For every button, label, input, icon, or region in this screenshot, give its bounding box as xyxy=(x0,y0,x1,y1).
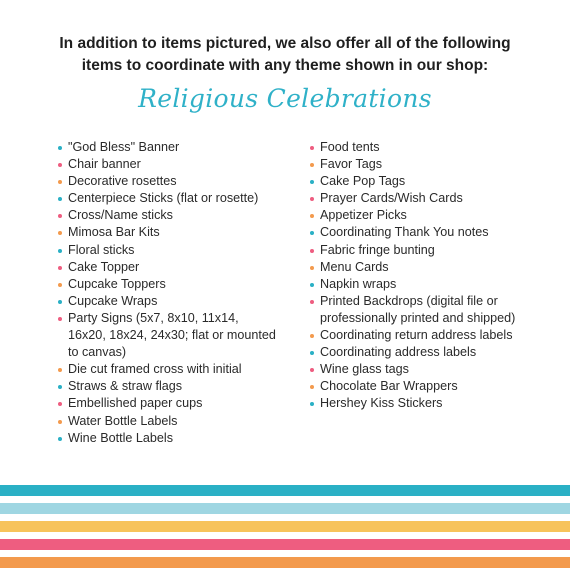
list-item-label: Cake Pop Tags xyxy=(320,174,406,189)
intro-line-2: items to coordinate with any theme shown in our shop: xyxy=(81,57,489,74)
stripe-band xyxy=(0,485,570,496)
list-item-label: Wine glass tags xyxy=(320,362,409,377)
bullet-icon xyxy=(58,368,62,372)
list-item-label: Decorative rosettes xyxy=(68,174,177,189)
bullet-icon xyxy=(58,420,62,424)
list-item-label: Coordinating Thank You notes xyxy=(320,225,489,240)
list-item-label: Coordinating return address labels xyxy=(320,328,513,343)
list-item xyxy=(310,173,560,190)
list-item-label: Straws & straw flags xyxy=(68,379,183,394)
list-item xyxy=(58,173,298,190)
list-item xyxy=(310,190,560,207)
bullet-icon xyxy=(58,266,62,270)
left-item-list xyxy=(58,139,298,447)
list-item-label: Wine Bottle Labels xyxy=(68,430,174,445)
bullet-icon xyxy=(310,266,314,270)
list-item-label: Die cut framed cross with initial xyxy=(68,362,242,377)
bullet-icon xyxy=(310,180,314,184)
bullet-icon xyxy=(310,351,314,355)
list-item xyxy=(58,242,298,259)
bullet-icon xyxy=(310,197,314,201)
list-item-label: Printed Backdrops (digital file or xyxy=(320,293,498,308)
list-item xyxy=(58,276,298,293)
right-item-list xyxy=(310,139,560,413)
list-item xyxy=(310,378,560,395)
bullet-icon xyxy=(58,283,62,287)
list-item xyxy=(58,259,298,276)
list-item-label: Napkin wraps xyxy=(320,276,397,291)
list-item-label: Mimosa Bar Kits xyxy=(68,225,160,240)
list-item xyxy=(310,293,560,327)
bullet-icon xyxy=(310,231,314,235)
list-item xyxy=(310,276,560,293)
bullet-icon xyxy=(310,163,314,167)
list-item xyxy=(58,395,298,412)
list-item xyxy=(310,156,560,173)
list-item-label: Food tents xyxy=(320,140,380,154)
intro-text xyxy=(0,33,570,77)
bullet-icon xyxy=(58,249,62,253)
bullet-icon xyxy=(310,146,314,150)
list-item-label: Cross/Name sticks xyxy=(68,208,173,223)
list-item xyxy=(58,190,298,207)
list-item xyxy=(310,207,560,224)
list-item xyxy=(310,259,560,276)
bullet-icon xyxy=(310,368,314,372)
bullet-icon xyxy=(58,197,62,201)
list-item-label: Cupcake Toppers xyxy=(68,276,166,291)
bullet-icon xyxy=(58,385,62,389)
list-item xyxy=(310,395,560,412)
bullet-icon xyxy=(310,334,314,338)
bullet-icon xyxy=(310,385,314,389)
bullet-icon xyxy=(310,283,314,287)
list-item xyxy=(58,413,298,430)
list-item-label: Appetizer Picks xyxy=(320,208,407,223)
list-item xyxy=(58,361,298,378)
list-item-label: Hershey Kiss Stickers xyxy=(320,396,443,411)
list-item-label: Cupcake Wraps xyxy=(68,293,158,308)
list-item xyxy=(58,310,298,361)
bullet-icon xyxy=(310,300,314,304)
bullet-icon xyxy=(310,214,314,218)
list-item xyxy=(58,378,298,395)
list-item xyxy=(58,207,298,224)
list-item-continuation: professionally printed and shipped) xyxy=(320,310,516,325)
stripe-band xyxy=(0,539,570,550)
stripe-band xyxy=(0,557,570,568)
bullet-icon xyxy=(58,402,62,406)
bullet-icon xyxy=(310,402,314,406)
list-item xyxy=(58,139,298,156)
stripe-band xyxy=(0,521,570,532)
list-item xyxy=(310,139,560,156)
bullet-icon xyxy=(58,146,62,150)
list-item-label: Coordinating address labels xyxy=(320,345,477,360)
list-item-label: Floral sticks xyxy=(68,242,135,257)
list-item-label: Water Bottle Labels xyxy=(68,413,178,428)
list-item-label: Chair banner xyxy=(68,157,141,172)
list-item xyxy=(58,430,298,447)
bullet-icon xyxy=(310,249,314,253)
list-item-label: Cake Topper xyxy=(68,259,140,274)
list-item-label: Embellished paper cups xyxy=(68,396,203,411)
list-item-continuation: 16x20, 18x24, 24x30; flat or mounted xyxy=(68,328,276,343)
list-item xyxy=(310,242,560,259)
bullet-icon xyxy=(58,300,62,304)
bullet-icon xyxy=(58,163,62,167)
page-title: Religious Celebrations xyxy=(138,84,432,113)
bullet-icon xyxy=(58,214,62,218)
list-item xyxy=(58,224,298,241)
list-item xyxy=(310,361,560,378)
list-item xyxy=(58,156,298,173)
list-item-continuation: to canvas) xyxy=(68,345,127,360)
list-item-label: Menu Cards xyxy=(320,259,389,274)
bullet-icon xyxy=(58,180,62,184)
list-item-label: Favor Tags xyxy=(320,157,383,172)
list-item xyxy=(58,293,298,310)
list-item-label: Fabric fringe bunting xyxy=(320,242,435,257)
list-item-label: Chocolate Bar Wrappers xyxy=(320,379,458,394)
intro-line-1: In addition to items pictured, we also offer all of the following xyxy=(59,35,511,52)
bullet-icon xyxy=(58,231,62,235)
bullet-icon xyxy=(58,317,62,321)
list-item-label: Prayer Cards/Wish Cards xyxy=(320,191,463,206)
stripe-band xyxy=(0,503,570,514)
list-item xyxy=(310,224,560,241)
list-item xyxy=(310,344,560,361)
list-item xyxy=(310,327,560,344)
list-item-label: Centerpiece Sticks (flat or rosette) xyxy=(68,191,259,206)
bullet-icon xyxy=(58,437,62,441)
list-item-label: "God Bless" Banner xyxy=(68,140,180,154)
list-item-label: Party Signs (5x7, 8x10, 11x14, xyxy=(68,310,239,325)
